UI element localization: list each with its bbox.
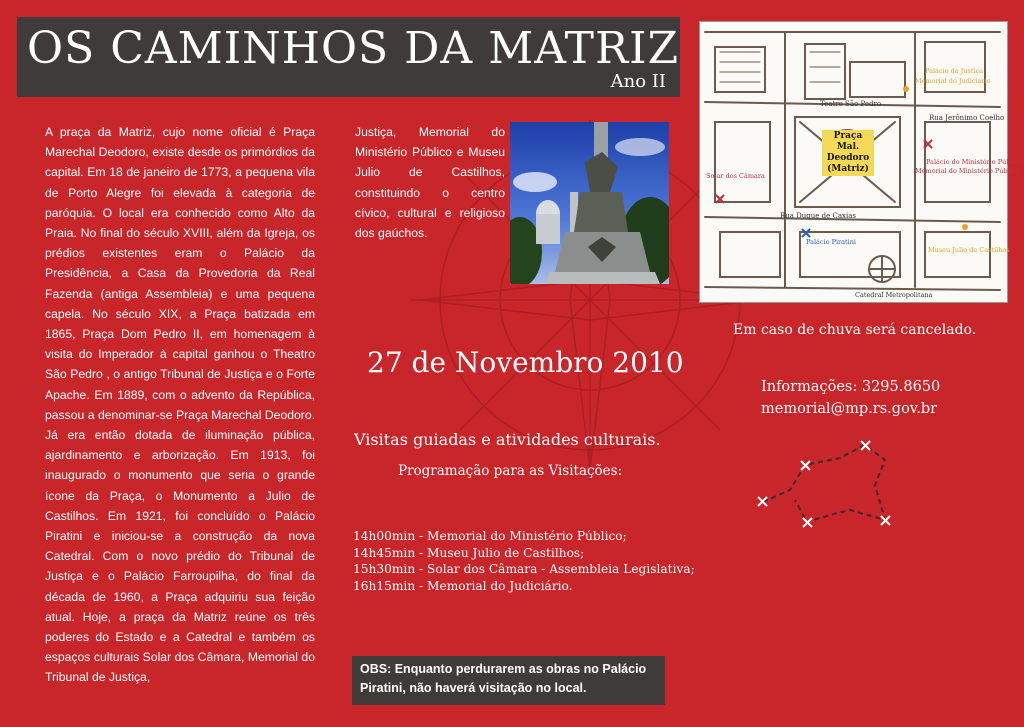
schedule-item: 14h45min - Museu Julio de Castilhos; xyxy=(353,545,585,560)
program-title: Programação para as Visitações: xyxy=(398,463,623,479)
map-label-palacio-mp: Palácio do Ministério Público xyxy=(926,158,1023,166)
event-date: 27 de Novembro 2010 xyxy=(367,346,684,379)
contact-email: memorial@mp.rs.gov.br xyxy=(761,401,938,417)
map-label-solar: Solar dos Câmara xyxy=(706,172,765,180)
obs-notice: OBS: Enquanto perdurarem as obras no Palácio Piratini, não haverá visitação no local. xyxy=(352,656,665,705)
contact-info xyxy=(761,376,940,420)
history-text-column-1: A praça da Matriz, cujo nome oficial é Praça Marechal Deodoro, existe desde os primórdios da capital. Em 18 de janeiro de 1773, a pequena vila de Porto Alegre foi elevada à categoria de paróquia. O local era conhecido como Alto da Praia. No final do século XVIII, além da Igreja, os prédios existentes eram o Palácio da Presidência, a Casa da Provedoria da Real Fazenda (antiga Assembleia) e uma pequena capela. No século XIX, a Praça batizada em 1865, Praça Dom Pedro II, em homenagem à visita do Imperador à capital ganhou o Theatro São Pedro , o antigo Tribunal de Justiça e o Forte Apache. Em 1889, com o advento da República, passou a denominar-se Praça Marechal Deodoro. Já era então dotada de iluminação pública, ajardinamento e arborização. Em 1913, foi inaugurado o monumento que seria o grande ícone da Praça, o Monumento a Julio de Castilhos. Em 1921, foi concluído o Palácio Piratini e iniciou-se a construção da nova Catedral. Com o novo prédio do Tribunal de Justiça e o Palácio Farroupilha, do final da década de 1960, a Praça adquiriu sua feição atual. Hoje, a praça da Matriz reúne os três poderes do Estado e a Catedral e também os espaços culturais Solar dos Câmara, Memorial do Tribunal de Justiça, xyxy=(45,125,315,685)
event-headline: Visitas guiadas e atividades culturais. xyxy=(354,430,661,449)
map-praca-label: Praça Mal. Deodoro (Matriz) xyxy=(822,130,874,176)
location-map xyxy=(699,21,1023,303)
title-banner xyxy=(17,17,680,97)
map-label-rua-jeronimo: Rua Jerônimo Coelho xyxy=(929,114,1005,122)
page-title: OS CAMINHOS DA MATRIZ xyxy=(27,23,680,74)
map-label-rua-duque: Rua Duque de Caxias xyxy=(780,212,856,220)
map-label-palacio-justica: Palácio da Justiça xyxy=(925,67,984,75)
treasure-trail-decoration xyxy=(745,430,915,530)
monument-photo xyxy=(510,122,669,284)
schedule-item: 15h30min - Solar dos Câmara - Assembleia Legislativa; xyxy=(353,562,695,576)
map-label-memorial-judiciario: Memorial do Judiciário xyxy=(915,77,991,85)
contact-phone: Informações: 3295.8650 xyxy=(761,379,941,395)
schedule-item: 14h00min - Memorial do Ministério Público; xyxy=(353,529,627,543)
map-label-teatro: Teatro São Pedro xyxy=(820,100,882,108)
map-label-museu: Museu Julio de Castilhos xyxy=(928,246,1010,254)
schedule-item: 16h15min - Memorial do Judiciário. xyxy=(353,578,573,593)
history-text-column-2: Justiça, Memorial do Ministério Público e Museu Julio de Castilhos, constituindo o centro cívico, cultural e religioso dos gaúchos. xyxy=(355,125,505,241)
map-label-memorial-mp: Memorial do Ministério Público xyxy=(915,167,1020,175)
schedule-list xyxy=(353,528,695,594)
page-subtitle: Ano II xyxy=(610,71,666,92)
map-label-catedral: Catedral Metropolitana xyxy=(855,291,933,299)
map-label-piratini: Palácio Piratini xyxy=(806,238,857,246)
rain-notice: Em caso de chuva será cancelado. xyxy=(733,322,977,338)
